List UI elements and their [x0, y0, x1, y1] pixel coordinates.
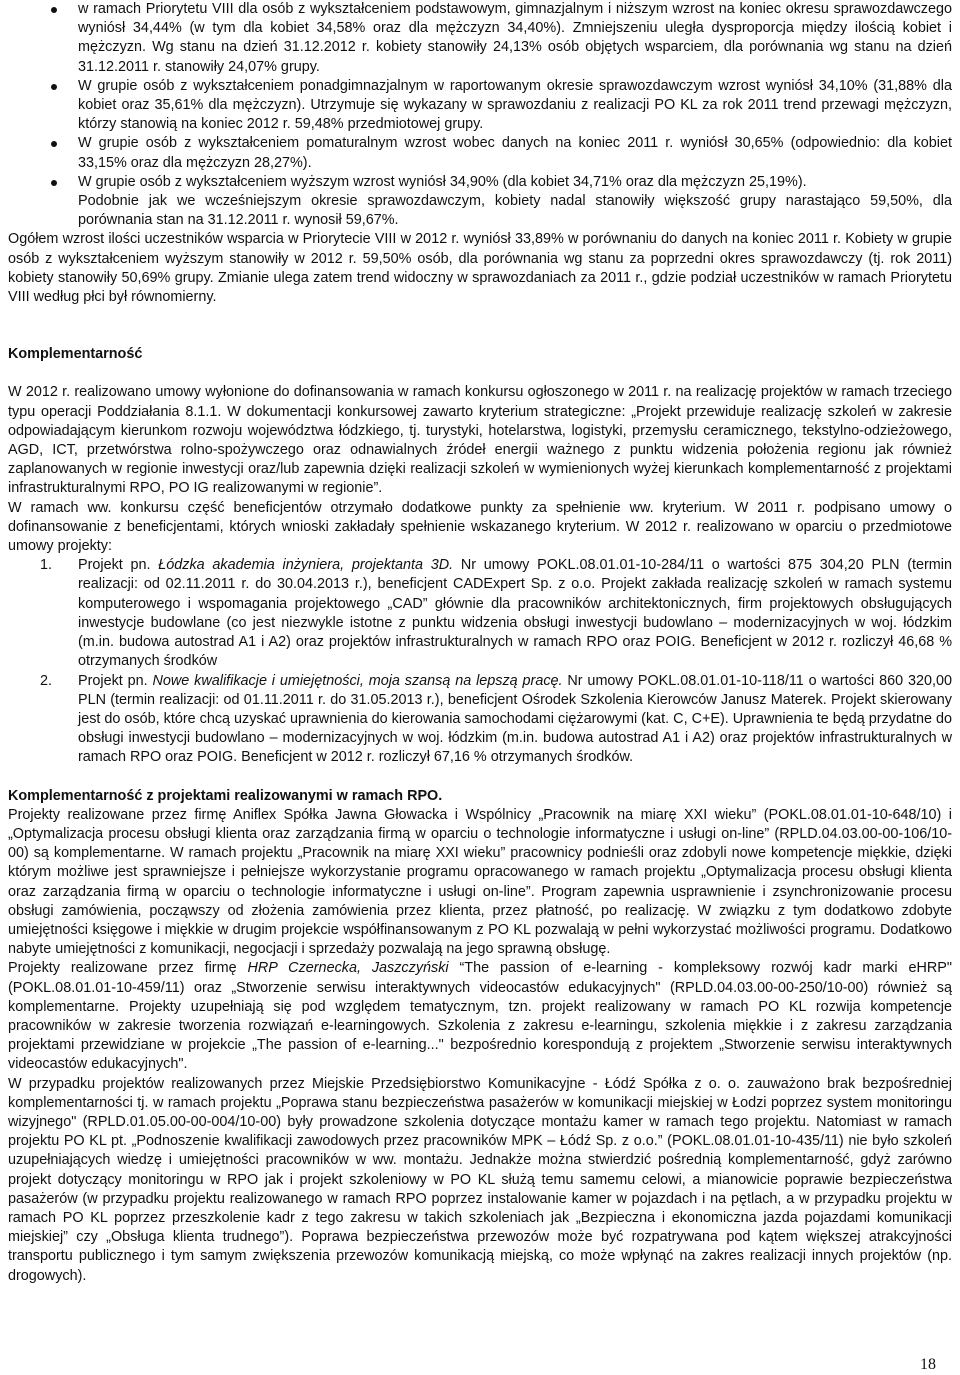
project-body: Nr umowy POKL.08.01.01-10-118/11 o wartości 860 320,00 PLN (termin realizacji: od 01.11.2011 r. do 31.05.2013 r.), beneficjent Ośrodek Szkolenia Kierowców Janusz Materek. Projekt skierowany jest do osób, które chcą uzyskać uprawnienia do kierowania samochodami ciężarowymi (kat. C, C+E). Uprawnienia te będą przydatne do obsługi inwestycji budowlano – modernizacyjnych w woj. łódzkim (m.in. budowa autostrad A1 i A2) oraz projektów infrastrukturalnych w ramach RPO oraz POIG. Beneficjent w 2012 r. rozliczył 67,16 % otrzymanych środków.: [78, 672, 952, 766]
statistics-bullet-list: [8, 0, 952, 192]
section2-paragraph-1: Projekty realizowane przez firmę Aniflex Spółka Jawna Głowacka i Wspólnicy „Pracownik na miarę XXI wieku” (POKL.08.01.01-10-648/10) i „Optymalizacja procesu obsługi klienta oraz zarządzania firmą w oparciu o technologie informatyczne i usługi on-line” (RPLD.04.03.00-00-106/10-00) są komplementarne. W ramach projektu „Pracownik na miarę XXI wieku” pracownicy podnieśli oraz zdobyli nowe kompetencje miękkie, dzięki którym możliwe jest sprawniejsze i pełniejsze wykorzystanie programu opracowanego w ramach projektu „Optymalizacja procesu obsługi klienta oraz zarządzania firmą w oparciu o technologie informatyczne i usługi on-line”. Program zapewnia usprawnienie i zsynchronizowanie procesu obsługi zamówienia, począwszy od złożenia zamówienia przez klienta, przez płatność, po realizację. W związku z tym dodatkowo zdobyte umiejętności księgowe i miękkie w drugim projekcie współfinansowanym z PO KL pozwalają w pełni wykorzystać możliwości programu. Dodatkowo nabyte umiejętności z komunikacji, negocjacji i sprzedaży pozwalają na jego sprawną obsługę.: [8, 806, 952, 958]
section2-paragraph-3: W przypadku projektów realizowanych przez Miejskie Przedsiębiorstwo Komunikacyjne - Łódź Spółka z o. o. zauważono brak bezpośredniej komplementarności tj. w ramach projektu „Poprawa stanu bezpieczeństwa pasażerów w komunikacji miejskiej w Łodzi poprzez system monitoringu wizyjnego" (RPLD.01.05.00-00-004/10-00) były prowadzone szkolenia dotyczące montażu kamer w ramach tego projektu. Natomiast w ramach projektu PO KL pt. „Podnoszenie kwalifikacji zawodowych przez pracowników MPK – Łódź Sp. z o.o.” (POKL.08.01.01-10-435/11) nie było szkoleń uzupełniających wiedzę i umiejętności pracowników w ww. montażu. Jednakże można stwierdzić pośrednią komplementarność, gdyż zarówno projekt dotyczący monitoringu w RPO jak i projekt szkoleniowy w PO KL służą temu samemu celowi, a mianowicie poprawie bezpieczeństwa pasażerów (w przypadku projektu realizowanego w ramach RPO poprzez instalowanie kamer w pojazdach i na pętlach, a w przypadku projektu w ramach PO KL poprzez przeszkolenie kadr z tego zakresu w takich szkoleniach jak „Bezpieczna i ekonomiczna jazda pojazdami komunikacji miejskiej” czy „Obsługa klienta trudnego”). Poprawa bezpieczeństwa przewozów może być rozpatrywana pod kątem większej atrakcyjności transportu publicznego i tym samym zwiększenia przewozów komunikacją miejską, co może wpłynąć na zakres realizacji innych projektów (np. drogowych).: [8, 1075, 952, 1284]
section1-paragraph-2: W ramach ww. konkursu część beneficjentów otrzymało dodatkowe punkty za spełnienie ww. kryterium. W 2011 r. podpisano umowy o dofinansowanie z beneficjentami, których wnioski zakładały spełnienie wskazanego kryterium. W 2012 r. realizowano w oparciu o przedmiotowe umowy projekty:: [8, 499, 952, 555]
paragraph-body: “The passion of e-learning - kompleksowy rozwój kadr marki eHRP" (POKL.08.01.01-10-459/11) oraz „Stworzenie serwisu interaktywnych videocastów edukacyjnych" (RPLD.04.03.00-00-250/10-00) również są komplementarne. Projekty uzupełniają się pod względem tematycznym, tzn. projekt realizowany w ramach PO KL rozwija kompetencje pracowników w zakresie tworzenia rozwiązań e-learningowych. Szkolenia z zakresu e-learningu, szkolenia miękkie i z zakresu zarządzania projektami przewidziane w projekcie „The passion of e-learning..." bezpośrednio korespondują z projektem „Stworzenie serwisu interaktywnych videocastów edukacyjnych".: [8, 960, 952, 1073]
project-title: Łódzka akademia inżyniera, projektanta 3D.: [158, 557, 454, 574]
summary-paragraph: Ogółem wzrost ilości uczestników wsparcia w Priorytecie VIII w 2012 r. wyniósł 33,89% w porównaniu do danych na koniec 2011 r. Kobiety w grupie osób z wykształceniem wyższym stanowiły w 2012 r. 59,50% osób, dla porównania wg stanu za poprzedni okres sprawozdawczy (tj. rok 2011) kobiety stanowiły 50,69% grupy. Zmianie ulega zatem trend widoczny w sprawozdaniach za 2011 r., gdzie podział uczestników w ramach Priorytetu VIII według płci był równomierny.: [8, 231, 952, 306]
project-prefix: Projekt pn.: [78, 672, 153, 689]
page-number: 18: [920, 1356, 936, 1373]
document-page: [8, 0, 952, 1286]
bullet-item: W grupie osób z wykształceniem wyższym wzrost wyniósł 34,90% (dla kobiet 34,71% oraz dla mężczyzn 25,19%).: [8, 173, 952, 192]
project-prefix: Projekt pn.: [78, 557, 159, 574]
project-number: 2.: [40, 672, 53, 689]
paragraph-prefix: Projekty realizowane przez firmę: [8, 960, 248, 977]
section1-paragraph-1: W 2012 r. realizowano umowy wyłonione do dofinansowania w ramach konkursu ogłoszonego w 2011 r. na realizację projektów w ramach trzeciego typu operacji Poddziałania 8.1.1. W dokumentacji konkursowej zawarto kryterium strategiczne: „Projekt przewiduje realizację szkoleń w zakresie odpowiadającym kierunkom rozwoju województwa łódzkiego, tj. turystyki, hotelarstwa, logistyki, przemysłu ceramicznego, tekstylno-odzieżowego, AGD, ICT, przetwórstwa rolno-spożywczego oraz odnawialnych źródeł energii ważnego z punktu widzenia położenia regionu jak również zaplanowanych w regionie inwestycji oraz/lub zapewnia dzięki realizacji szkoleń w wymienionych wyżej kierunkach komplementarność z projektami infrastrukturalnymi RPO, PO IG realizowanymi w regionie”.: [8, 384, 952, 497]
section2-paragraph-2: [8, 959, 952, 1074]
project-item: [8, 672, 952, 768]
bullet-item: W grupie osób z wykształceniem ponadgimnazjalnym w raportowanym okresie sprawozdawczym wzrost wyniósł 34,10% (31,88% dla kobiet oraz 35,61% dla mężczyzn). Utrzymuje się wykazany w sprawozdaniu z realizacji PO KL za rok 2011 trend przewagi mężczyzn, którzy stanowią na koniec 2012 r. 59,48% przedmiotowej grupy.: [8, 77, 952, 135]
project-item: [8, 556, 952, 671]
project-number: 1.: [40, 557, 53, 574]
project-body: Nr umowy POKL.08.01.01-10-284/11 o wartości 875 304,20 PLN (termin realizacji: od 02.11.2011 r. do 30.04.2013 r.), beneficjent CADExpert Sp. z o.o. Projekt zakłada realizację szkoleń w ramach systemu komputerowego i wspomagania projektowego „CAD” głównie dla pracowników architektonicznych, firm projektowych obsługujących inwestycje budowlane (co jest niezwykle istotne z punktu widzenia obsługi inwestycji budowlano – modernizacyjnych w woj. łódzkim (m.in. budowa autostrad A1 i A2) oraz projektów infrastrukturalnych w ramach RPO oraz POIG. Beneficjent w 2012 r. rozliczył 46,68 % otrzymanych środków: [78, 557, 952, 670]
project-title: Nowe kwalifikacje i umiejętności, moja szansą na lepszą pracę.: [152, 672, 563, 689]
bullet-item: w ramach Priorytetu VIII dla osób z wykształceniem podstawowym, gimnazjalnym i niższym wzrost na koniec okresu sprawozdawczego wyniósł 34,44% (w tym dla kobiet 34,58% oraz dla mężczyzn 34,40%). Zmniejszeniu uległa dysproporcja między ilością kobiet i mężczyzn. Wg stanu na dzień 31.12.2012 r. kobiety stanowiły 24,13% osób objętych wsparciem, dla porównania wg stanu na dzień 31.12.2011 r. stanowiły 24,07% grupy.: [8, 0, 952, 77]
section-heading-rpo: Komplementarność z projektami realizowanymi w ramach RPO.: [8, 787, 443, 804]
firm-name: HRP Czernecka, Jaszczyński: [247, 960, 449, 977]
bullet-item: W grupie osób z wykształceniem pomaturalnym wzrost wobec danych na koniec 2011 r. wyniósł 30,65% (odpowiednio: dla kobiet 33,15% oraz dla mężczyzn 28,27%).: [8, 134, 952, 172]
bullet-continuation: Podobnie jak we wcześniejszym okresie sprawozdawczym, kobiety nadal stanowiły większość grupy narastająco 59,50%, dla porównania stan na 31.12.2011 r. wynosił 59,67%.: [78, 193, 952, 229]
projects-list: [8, 556, 952, 767]
section-heading-komplementarnosc: Komplementarność: [8, 346, 143, 363]
